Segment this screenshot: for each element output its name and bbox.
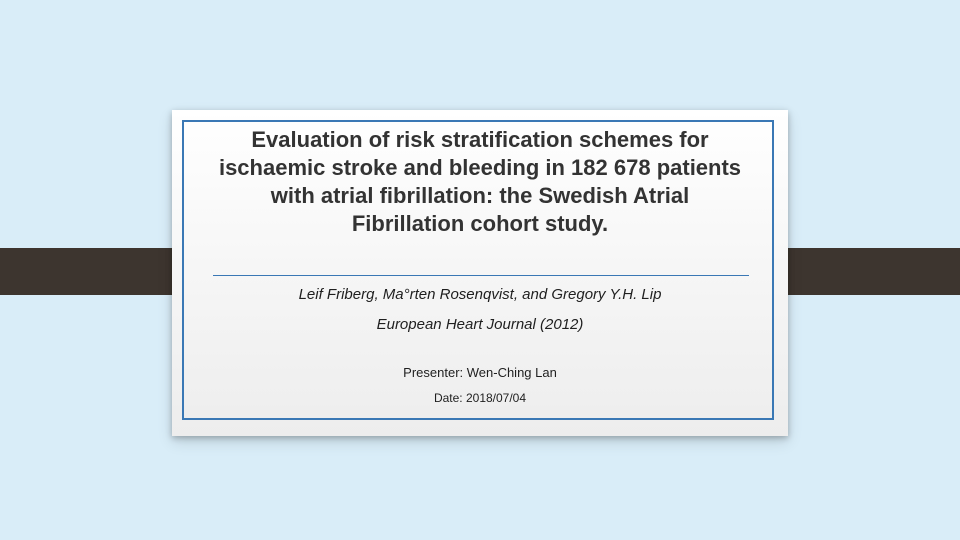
presentation-date: Date: 2018/07/04 <box>433 391 527 405</box>
authors: Leif Friberg, Ma°rten Rosenqvist, and Gregory Y.H. Lip <box>298 286 662 303</box>
title-divider <box>213 275 749 276</box>
left-decorative-bar <box>0 248 192 295</box>
title-card <box>172 110 788 436</box>
title-line-4: Fibrillation cohort study. <box>351 211 609 236</box>
journal-citation: European Heart Journal (2012) <box>376 316 584 333</box>
title-line-2: ischaemic stroke and bleeding in 182 678 patients <box>218 155 742 180</box>
title-line-3: with atrial fibrillation: the Swedish Atrial <box>270 183 690 208</box>
slide-title <box>172 126 788 238</box>
right-decorative-bar <box>768 248 960 295</box>
presenter: Presenter: Wen-Ching Lan <box>403 365 557 380</box>
title-line-1: Evaluation of risk stratification schemes for <box>251 127 709 152</box>
